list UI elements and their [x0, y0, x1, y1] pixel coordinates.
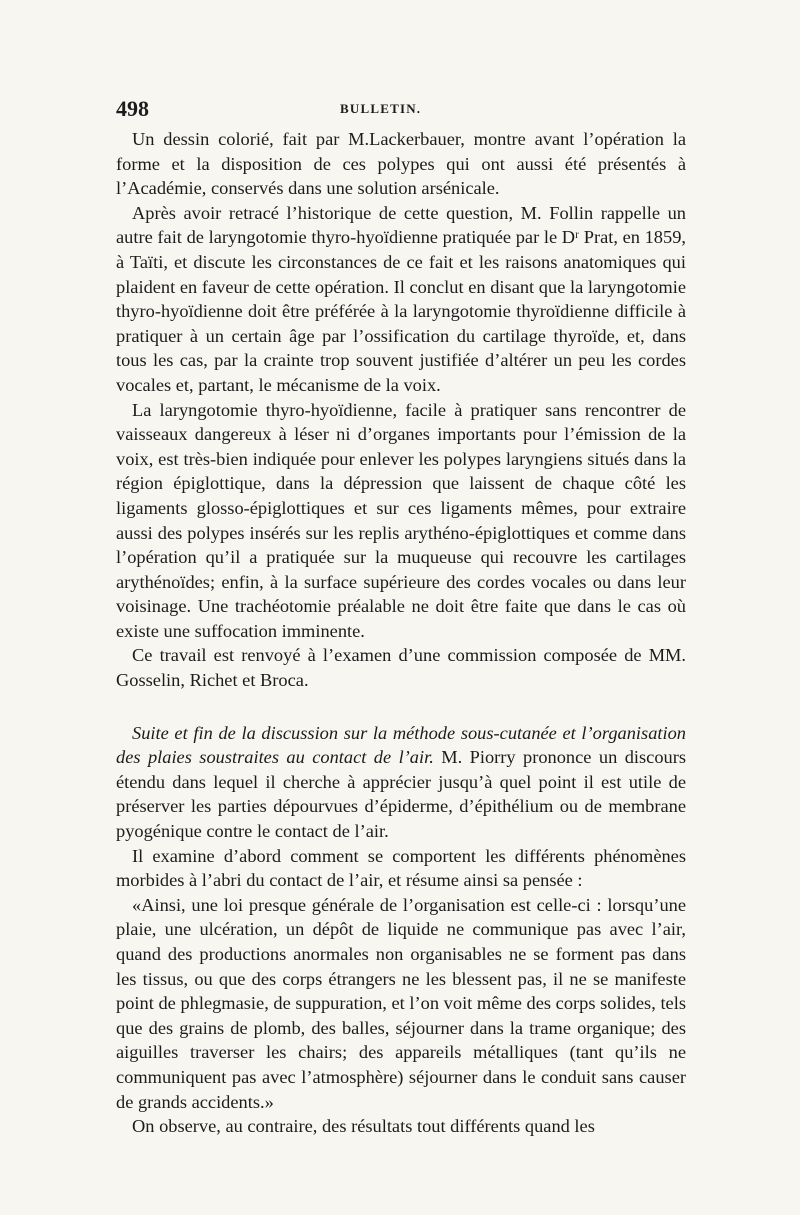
paragraph-4: Ce travail est renvoyé à l’examen d’une commission composée de MM. Gosselin, Richet et Broca. — [116, 645, 686, 691]
paragraph-3: La laryngotomie thyro-hyoïdienne, facile à pratiquer sans rencontrer de vaisseaux dangereux à léser ni d’organes importants pour l’émission de la voix, est très-bien indiquée pour enlever les polypes laryngiens situés dans la région épiglottique, dans la dépression que laissent de chaque côté les ligaments glosso-épiglottiques et sur ces ligaments mêmes, pour extraire aussi des polypes insérés sur les replis arythéno-épiglottiques et comme dans l’opération qu’il a pratiquée sur la muqueuse qui recouvre les cartilages arythénoïdes; enfin, à la surface supérieure des cordes vocales ou dans leur voisinage. Une trachéotomie préalable ne doit être faite que dans le cas où existe une suffocation imminente. — [116, 399, 686, 641]
body-text — [116, 127, 686, 1139]
paragraph-1: Un dessin colorié, fait par M.Lackerbauer, montre avant l’opération la forme et la disposition de ces polypes qui ont aussi été présentés à l’Académie, conservés dans une solution arsénicale. — [116, 129, 686, 199]
paragraph-2: Après avoir retracé l’historique de cette question, M. Follin rappelle un autre fait de laryngotomie thyro-hyoïdienne pratiquée par le Dʳ Prat, en 1859, à Taïti, et discute les circonstances de ce fait et les raisons anatomiques qui plaident en faveur de cette opération. Il conclut en disant que la laryngotomie thyro-hyoïdienne doit être préférée à la laryngotomie thyroïdienne difficile à pratiquer à un certain âge par l’ossification du cartilage thyroïde, et, dans tous les cas, par la crainte trop souvent justifiée d’altérer un peu les cordes vocales et, partant, le mécanisme de la voix. — [116, 202, 686, 395]
page-number: 498 — [116, 96, 149, 121]
section-title: Suite et fin de la discussion sur la méthode sous-cutanée et l’organisation des plaies soustraites au contact de l’air. — [116, 722, 686, 768]
paragraph-7: «Ainsi, une loi presque générale de l’organisation est celle-ci : lorsqu’une plaie, une ulcération, un dépôt de liquide ne communique pas avec l’air, quand des productions anormales non organisables ne se forment pas dans les tissus, ou que des corps étrangers ne les blessent pas, il ne se manifeste point de phlegmasie, de suppuration, et l’on voit même des corps solides, tels que des grains de plomb, des balles, séjourner dans la trame organique; des aiguilles traverser les chairs; des appareils métalliques (tant qu’ils ne communiquent pas avec l’atmosphère) séjourner dans le conduit sans causer de grands accidents.» — [116, 894, 686, 1112]
running-title: BULLETIN. — [340, 101, 422, 116]
paragraph-8: On observe, au contraire, des résultats tout différents quand les — [132, 1116, 595, 1137]
paragraph-6: Il examine d’abord comment se comportent les différents phénomènes morbides à l’abri du contact de l’air, et résume ainsi sa pensée : — [116, 845, 686, 891]
page-header — [116, 96, 686, 122]
section-paragraph — [116, 721, 686, 844]
section-intro: M. Piorry prononce un discours étendu dans lequel il cherche à apprécier jusqu’à quel point il est utile de préserver les parties dépourvues d’épiderme, d’épithélium ou de membrane pyogénique contre le contact de l’air. — [116, 747, 686, 842]
